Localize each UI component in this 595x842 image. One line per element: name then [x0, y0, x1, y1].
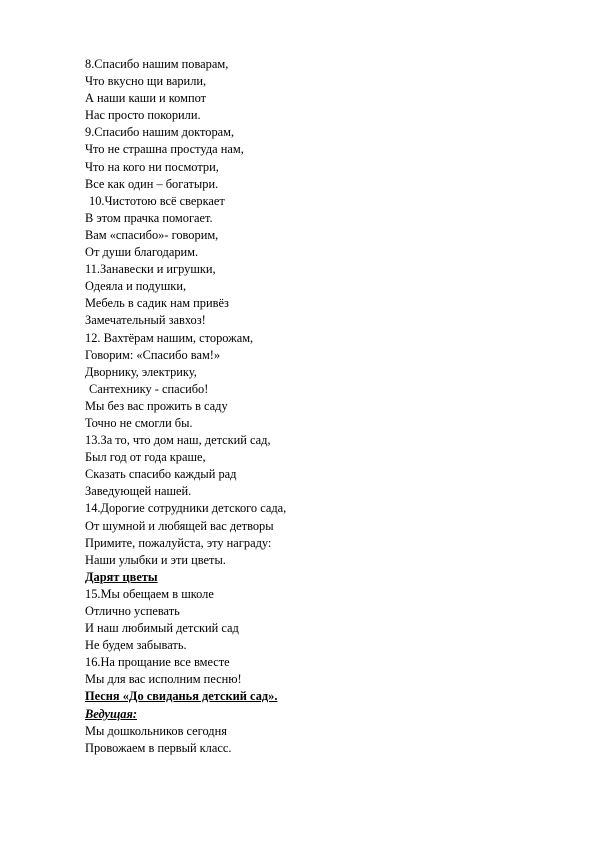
text-line: Что не страшна простуда нам,	[85, 142, 244, 157]
text-line: Был год от года краше,	[85, 450, 206, 465]
text-line: Одеяла и подушки,	[85, 279, 187, 294]
text-line: Сантехнику - спасибо!	[89, 381, 209, 396]
text-line: От шумной и любящей вас детворы	[85, 518, 274, 533]
text-line: Заведующей нашей.	[85, 484, 192, 499]
text-line: Нас просто покорили.	[85, 108, 201, 123]
speaker-label: Ведущая:	[85, 706, 137, 721]
text-line: Точно не смогли бы.	[85, 415, 193, 430]
text-line: 12. Вахтёрам нашим, сторожам,	[85, 330, 254, 345]
text-line: Сказать спасибо каждый рад	[85, 467, 237, 482]
text-line: Примите, пожалуйста, эту награду:	[85, 535, 272, 550]
text-line: Наши улыбки и эти цветы.	[85, 552, 226, 567]
stage-direction-flowers: Дарят цветы	[85, 569, 158, 584]
text-line: 14.Дорогие сотрудники детского сада,	[85, 501, 287, 516]
text-line: Все как один – богатыри.	[85, 176, 219, 191]
text-line: 9.Спасибо нашим докторам,	[85, 125, 235, 140]
text-line: Что вкусно щи варили,	[85, 74, 207, 89]
text-line: В этом прачка помогает.	[85, 210, 213, 225]
text-line: 10.Чистотою всё сверкает	[89, 193, 225, 208]
text-line: Что на кого ни посмотри,	[85, 159, 219, 174]
song-title: Песня «До свиданья детский сад».	[85, 689, 278, 704]
text-line: Мы для вас исполним песню!	[85, 672, 242, 687]
text-line: 11.Занавески и игрушки,	[85, 262, 216, 277]
text-line: Замечательный завхоз!	[85, 313, 206, 328]
text-line: Вам «спасибо»- говорим,	[85, 227, 219, 242]
text-line: От души благодарим.	[85, 245, 199, 260]
text-line: 13.За то, что дом наш, детский сад,	[85, 433, 271, 448]
text-line: 15.Мы обещаем в школе	[85, 586, 214, 601]
poem-text	[85, 56, 525, 757]
text-line: И наш любимый детский сад	[85, 621, 239, 636]
text-line: 16.На прощание все вместе	[85, 655, 230, 670]
text-line: Дворнику, электрику,	[85, 364, 197, 379]
text-line: Отлично успевать	[85, 604, 180, 618]
text-line: Мы без вас прожить в саду	[85, 398, 228, 413]
text-line: Не будем забывать.	[85, 638, 187, 653]
text-line: Мебель в садик нам привёз	[85, 296, 229, 311]
text-line: Провожаем в первый класс.	[85, 740, 232, 755]
text-line: 8.Спасибо нашим поварам,	[85, 57, 229, 71]
text-line: Мы дошкольников сегодня	[85, 723, 227, 738]
text-line: А наши каши и компот	[85, 91, 207, 106]
text-line: Говорим: «Спасибо вам!»	[85, 347, 221, 362]
